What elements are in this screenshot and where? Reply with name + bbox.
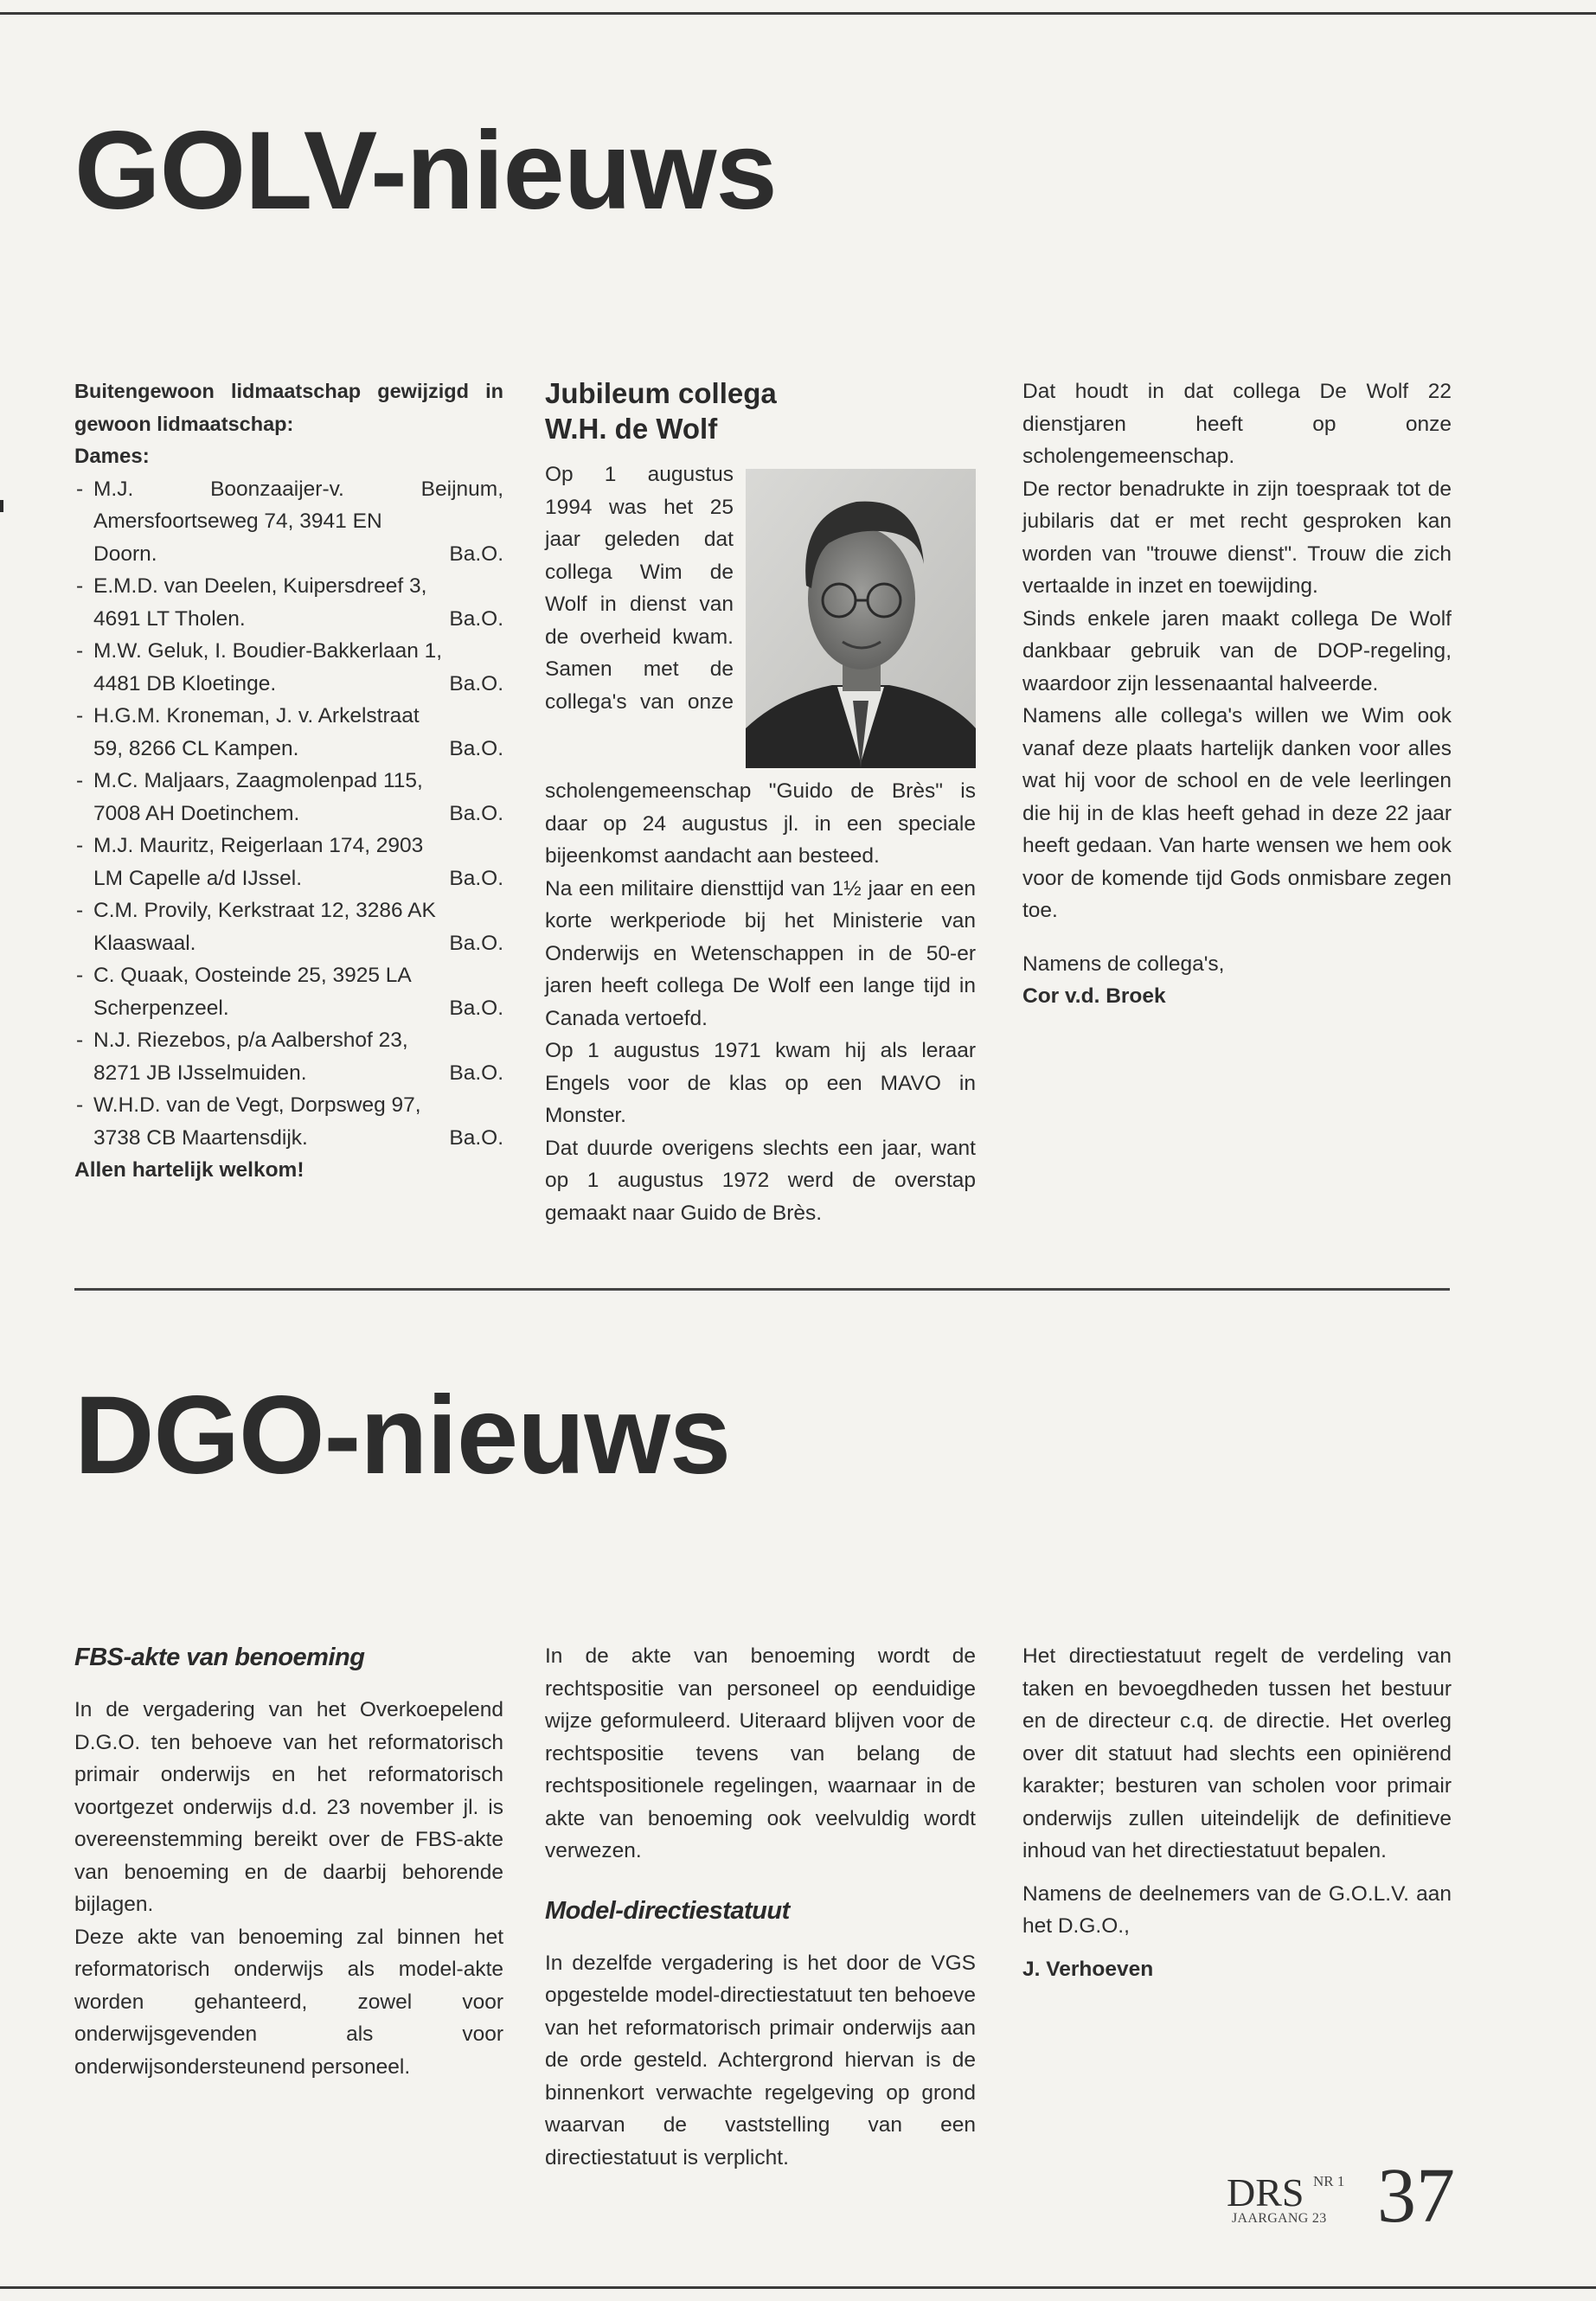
list-item: - C. Quaak, Oosteinde 25, 3925 LA Scherpenzeel. Ba.O.	[74, 959, 503, 1024]
top-rule	[0, 12, 1596, 15]
golv-membership-column	[74, 375, 503, 1187]
list-item: - H.G.M. Kroneman, J. v. Arkelstraat 59, 8266 CL Kampen. Ba.O.	[74, 700, 503, 765]
magazine-name: DRS	[1227, 2170, 1304, 2214]
model-paragraph: In dezelfde vergadering is het door de VGS opgestelde model-directiestatuut ten behoeve van het reformatorisch primair onderwijs aan de orde gesteld. Achtergrond hiervan is de binnenkort verwachte regelgeving op grond waarvan de vaststelling van een directiestatuut is verplicht.	[545, 1951, 976, 2170]
dgo-sign-name: J. Verhoeven	[1022, 1957, 1154, 1981]
membership-subhead: Dames:	[74, 445, 150, 468]
jubileum-paragraph: Op 1 augustus 1994 was het 25 jaar geleden dat collega Wim de Wolf in dienst van de overheid kwam. Samen met de collega's van onze scholengemeenschap "Guido de Brès" is daar op 24 augustus jl. in een speciale bijeenkomst aandacht aan besteed.	[545, 463, 976, 868]
fbs-paragraph: In de vergadering van het Overkoepelend D.G.O. ten behoeve van het reformatorisch primair onderwijs en het reformatorisch voortgezet onderwijs d.d. 23 november jl. is overeenstemming bereikt over de FBS-akte van benoeming en de daarbij behorende bijlagen.	[74, 1698, 503, 1916]
golv-headline: GOLV-nieuws	[74, 109, 777, 233]
section-divider	[74, 1288, 1450, 1291]
member-list	[74, 473, 503, 1155]
dgo-headline: DGO-nieuws	[74, 1374, 731, 1497]
fbs-paragraph: Deze akte van benoeming zal binnen het reformatorisch onderwijs als model-akte worden gehanteerd, zowel voor onderwijsgevenden als voor onderwijsondersteunend personeel.	[74, 1925, 503, 2079]
fbs-column	[74, 1640, 503, 2083]
page-number: 37	[1377, 2153, 1455, 2239]
list-item: - M.C. Maljaars, Zaagmolenpad 115, 7008 AH Doetinchem. Ba.O.	[74, 765, 503, 830]
jubileum-paragraph: De rector benadrukte in zijn toespraak tot de jubilaris dat er met recht gesproken kan worden van "trouwe dienst". Trouw die zich vertaalde in inzet en toewijding.	[1022, 477, 1452, 598]
model-paragraph: Het directiestatuut regelt de verdeling van taken en bevoegdheden tussen het bestuur en de directeur c.q. de directie. Het overleg over dit statuut had slechts een opiniërend karakter; besturen van scholen voor primair onderwijs zullen uiteindelijk de definitieve inhoud van het directiestatuut bepalen.	[1022, 1644, 1452, 1862]
jubileum-paragraph: Dat houdt in dat collega De Wolf 22 dienstjaren heeft op onze scholengemeenschap.	[1022, 380, 1452, 468]
bottom-rule	[0, 2286, 1596, 2289]
list-item: - C.M. Provily, Kerkstraat 12, 3286 AK Klaaswaal. Ba.O.	[74, 894, 503, 959]
margin-mark	[0, 500, 3, 512]
jubileum-title: Jubileum collega W.H. de Wolf	[545, 377, 777, 445]
jubileum-paragraph: Na een militaire diensttijd van 1½ jaar en een korte werkperiode bij het Ministerie van Onderwijs en Wetenschappen in de 50-er jaren heeft collega De Wolf een lange tijd in Canada vertoefd.	[545, 876, 976, 1030]
jubileum-paragraph: Op 1 augustus 1971 kwam hij als leraar Engels voor de klas op een MAVO in Monster.	[545, 1039, 976, 1127]
welcome-closing: Allen hartelijk welkom!	[74, 1158, 304, 1182]
fbs-paragraph: In de akte van benoeming wordt de rechtspositie van personeel op eenduidige wijze geformuleerd. Uiteraard blijven voor de rechtspositie tevens van belang de rechtspositionele regelingen, waarnaar in de akte van benoeming ook veelvuldig wordt verwezen.	[545, 1644, 976, 1862]
jubileum-paragraph: Namens alle collega's willen we Wim ook vanaf deze plaats hartelijk danken voor alles wat hij voor de school en de vele leerlingen die hij in de klas heeft gehad in deze 22 jaar heeft gedaan. Van harte wensen we hem ook voor de komende tijd Gods onmisbare zegen toe.	[1022, 704, 1452, 922]
membership-intro: Buitengewoon lidmaatschap gewijzigd in gewoon lidmaatschap:	[74, 380, 503, 435]
portrait-photo	[746, 469, 976, 768]
jubileum-column-continued	[1022, 375, 1452, 1013]
model-column-continued	[1022, 1640, 1452, 1985]
list-item: - E.M.D. van Deelen, Kuipersdreef 3, 4691 LT Tholen. Ba.O.	[74, 570, 503, 635]
model-subhead: Model-directiestatuut	[545, 1896, 790, 1925]
page-footer	[1227, 2153, 1455, 2239]
issue-number: NR 1	[1313, 2173, 1345, 2189]
list-item: - N.J. Riezebos, p/a Aalbershof 23, 8271 JB IJsselmuiden. Ba.O.	[74, 1024, 503, 1089]
volume-label: JAARGANG 23	[1232, 2211, 1327, 2226]
jubileum-sign-name: Cor v.d. Broek	[1022, 984, 1166, 1008]
list-item: - M.W. Geluk, I. Boudier-Bakkerlaan 1, 4481 DB Kloetinge. Ba.O.	[74, 635, 503, 700]
jubileum-column	[545, 375, 976, 1229]
list-item: - W.H.D. van de Vegt, Dorpsweg 97, 3738 CB Maartensdijk. Ba.O.	[74, 1089, 503, 1154]
jubileum-paragraph: Dat duurde overigens slechts een jaar, want op 1 augustus 1972 werd de overstap gemaakt naar Guido de Brès.	[545, 1136, 976, 1225]
model-column	[545, 1640, 976, 2174]
dgo-sign-line: Namens de deelnemers van de G.O.L.V. aan het D.G.O.,	[1022, 1881, 1452, 1938]
portrait-image	[746, 469, 976, 768]
list-item: - M.J. Mauritz, Reigerlaan 174, 2903 LM Capelle a/d IJssel. Ba.O.	[74, 830, 503, 894]
jubileum-sign-line: Namens de collega's,	[1022, 952, 1225, 976]
list-item: - M.J. Boonzaaijer-v. Beijnum, Amersfoortseweg 74, 3941 EN Doorn. Ba.O.	[74, 473, 503, 571]
fbs-subhead: FBS-akte van benoeming	[74, 1644, 365, 1671]
jubileum-paragraph: Sinds enkele jaren maakt collega De Wolf dankbaar gebruik van de DOP-regeling, waardoor zijn lessenaantal halveerde.	[1022, 606, 1452, 695]
